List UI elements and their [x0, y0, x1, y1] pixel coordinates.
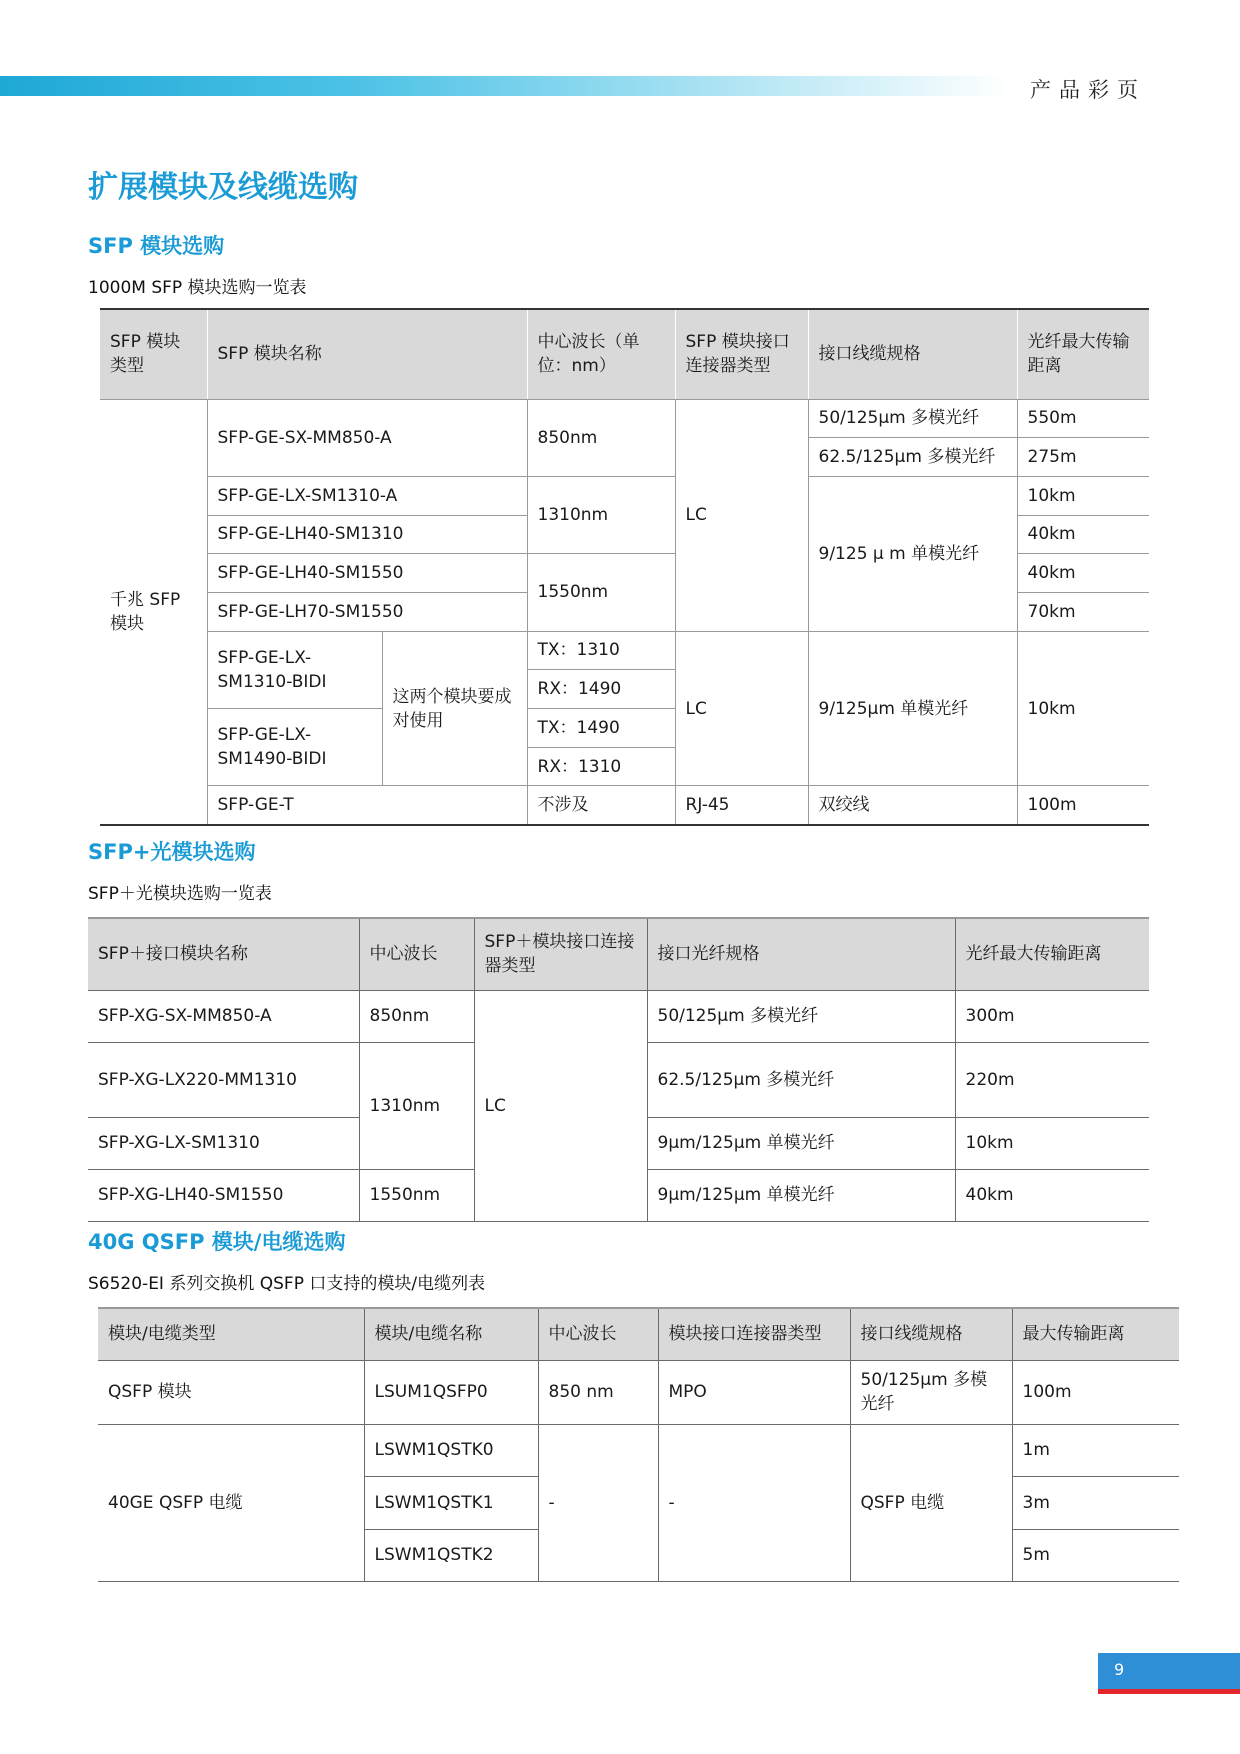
header-cell-name: SFP＋接口模块名称: [88, 918, 359, 990]
connector-cell: RJ-45: [675, 786, 808, 825]
qsfp-section-title: 40G QSFP 模块/电缆选购: [88, 1230, 346, 1254]
table-row: [88, 990, 1149, 1042]
header-cell-connector: SFP 模块接口连接器类型: [675, 309, 808, 399]
cable-cell: 50/125μm 多模光纤: [850, 1360, 1012, 1424]
connector-cell: LC: [675, 399, 808, 631]
module-name-cell: SFP-GE-LX-SM1310-BIDI: [207, 631, 382, 708]
header-cell-connector: SFP＋模块接口连接器类型: [474, 918, 647, 990]
wavelength-cell: -: [538, 1424, 658, 1582]
wavelength-cell: 不涉及: [527, 786, 675, 825]
sfp-plus-section-title: SFP+光模块选购: [88, 840, 256, 864]
connector-cell: MPO: [658, 1360, 850, 1424]
table-row: [98, 1424, 1179, 1477]
distance-cell: 40km: [955, 1169, 1149, 1221]
cable-cell: 9/125 μ m 单模光纤: [808, 476, 1017, 631]
wavelength-cell: 1550nm: [527, 554, 675, 631]
table-row: [100, 786, 1149, 825]
distance-cell: 1m: [1012, 1424, 1179, 1477]
module-type-cell: 千兆 SFP 模块: [100, 399, 207, 825]
cable-cell: 双绞线: [808, 786, 1017, 825]
module-name-cell: SFP-XG-LH40-SM1550: [88, 1169, 359, 1221]
cable-cell: 9μm/125μm 单模光纤: [647, 1169, 955, 1221]
distance-cell: 100m: [1017, 786, 1149, 825]
header-cell-name: 模块/电缆名称: [364, 1308, 538, 1360]
header-cell-wavelength: 中心波长: [538, 1308, 658, 1360]
wavelength-cell: 1310nm: [359, 1042, 474, 1169]
header-cell-cable: 接口线缆规格: [808, 309, 1017, 399]
header-cell-distance: 最大传输距离: [1012, 1308, 1179, 1360]
cable-cell: 9μm/125μm 单模光纤: [647, 1117, 955, 1169]
cable-cell: 50/125μm 多模光纤: [647, 990, 955, 1042]
header-cell-distance: 光纤最大传输距离: [1017, 309, 1149, 399]
wavelength-cell: 1310nm: [527, 476, 675, 553]
distance-cell: 550m: [1017, 399, 1149, 438]
sfp-module-table: [100, 308, 1149, 826]
wavelength-cell: 850 nm: [538, 1360, 658, 1424]
module-name-cell: LSWM1QSTK2: [364, 1529, 538, 1582]
table-row: [100, 399, 1149, 438]
cable-cell: 9/125μm 单模光纤: [808, 631, 1017, 786]
module-name-cell: SFP-GE-LH40-SM1310: [207, 515, 527, 554]
module-name-cell: SFP-GE-T: [207, 786, 527, 825]
distance-cell: 70km: [1017, 592, 1149, 631]
header-cell-cable: 接口光纤规格: [647, 918, 955, 990]
connector-cell: LC: [474, 990, 647, 1221]
module-name-cell: SFP-XG-LX220-MM1310: [88, 1042, 359, 1117]
header-cell-type: 模块/电缆类型: [98, 1308, 364, 1360]
table-row: [100, 476, 1149, 515]
cable-cell: 62.5/125μm 多模光纤: [808, 438, 1017, 477]
module-name-cell: LSWM1QSTK1: [364, 1477, 538, 1530]
page-number: 9: [1114, 1660, 1125, 1679]
header-cell-cable: 接口线缆规格: [850, 1308, 1012, 1360]
qsfp-table-caption: S6520-EI 系列交换机 QSFP 口支持的模块/电缆列表: [88, 1274, 486, 1294]
distance-cell: 100m: [1012, 1360, 1179, 1424]
wavelength-cell: RX：1490: [527, 670, 675, 709]
module-name-cell: LSUM1QSFP0: [364, 1360, 538, 1424]
wavelength-cell: 850nm: [359, 990, 474, 1042]
distance-cell: 40km: [1017, 515, 1149, 554]
header-label: 产品彩页: [1030, 78, 1146, 102]
table-header-row: [98, 1308, 1179, 1360]
distance-cell: 300m: [955, 990, 1149, 1042]
connector-cell: -: [658, 1424, 850, 1582]
header-cell-wavelength: 中心波长（单位：nm）: [527, 309, 675, 399]
module-name-cell: SFP-GE-LH40-SM1550: [207, 554, 527, 593]
qsfp-module-table: [98, 1307, 1179, 1582]
module-name-cell: LSWM1QSTK0: [364, 1424, 538, 1477]
cable-cell: 50/125μm 多模光纤: [808, 399, 1017, 438]
distance-cell: 10km: [1017, 631, 1149, 786]
page-title: 扩展模块及线缆选购: [88, 170, 358, 205]
table-row: [98, 1360, 1179, 1424]
table-header-row: [100, 309, 1149, 399]
bidi-note-cell: 这两个模块要成对使用: [382, 631, 527, 786]
module-type-cell: QSFP 模块: [98, 1360, 364, 1424]
header-cell-wavelength: 中心波长: [359, 918, 474, 990]
distance-cell: 10km: [1017, 476, 1149, 515]
sfp-section-title: SFP 模块选购: [88, 234, 225, 258]
module-name-cell: SFP-XG-SX-MM850-A: [88, 990, 359, 1042]
connector-cell: LC: [675, 631, 808, 786]
distance-cell: 220m: [955, 1042, 1149, 1117]
module-name-cell: SFP-GE-LH70-SM1550: [207, 592, 527, 631]
table-row: [100, 631, 1149, 670]
header-cell-distance: 光纤最大传输距离: [955, 918, 1149, 990]
header-cell-name: SFP 模块名称: [207, 309, 527, 399]
wavelength-cell: 1550nm: [359, 1169, 474, 1221]
cable-cell: QSFP 电缆: [850, 1424, 1012, 1582]
sfp-plus-module-table: [88, 917, 1149, 1222]
module-type-cell: 40GE QSFP 电缆: [98, 1424, 364, 1582]
page-number-underline: [1098, 1689, 1240, 1694]
distance-cell: 275m: [1017, 438, 1149, 477]
header-gradient-bar: [0, 76, 1010, 96]
distance-cell: 5m: [1012, 1529, 1179, 1582]
wavelength-cell: TX：1310: [527, 631, 675, 670]
distance-cell: 3m: [1012, 1477, 1179, 1530]
distance-cell: 40km: [1017, 554, 1149, 593]
module-name-cell: SFP-XG-LX-SM1310: [88, 1117, 359, 1169]
module-name-cell: SFP-GE-LX-SM1490-BIDI: [207, 709, 382, 786]
module-name-cell: SFP-GE-SX-MM850-A: [207, 399, 527, 476]
header-cell-connector: 模块接口连接器类型: [658, 1308, 850, 1360]
sfp-plus-table-caption: SFP＋光模块选购一览表: [88, 884, 272, 904]
module-name-cell: SFP-GE-LX-SM1310-A: [207, 476, 527, 515]
sfp-table-caption: 1000M SFP 模块选购一览表: [88, 278, 307, 298]
wavelength-cell: 850nm: [527, 399, 675, 476]
distance-cell: 10km: [955, 1117, 1149, 1169]
cable-cell: 62.5/125μm 多模光纤: [647, 1042, 955, 1117]
wavelength-cell: RX：1310: [527, 747, 675, 786]
table-header-row: [88, 918, 1149, 990]
header-cell-type: SFP 模块类型: [100, 309, 207, 399]
wavelength-cell: TX：1490: [527, 709, 675, 748]
